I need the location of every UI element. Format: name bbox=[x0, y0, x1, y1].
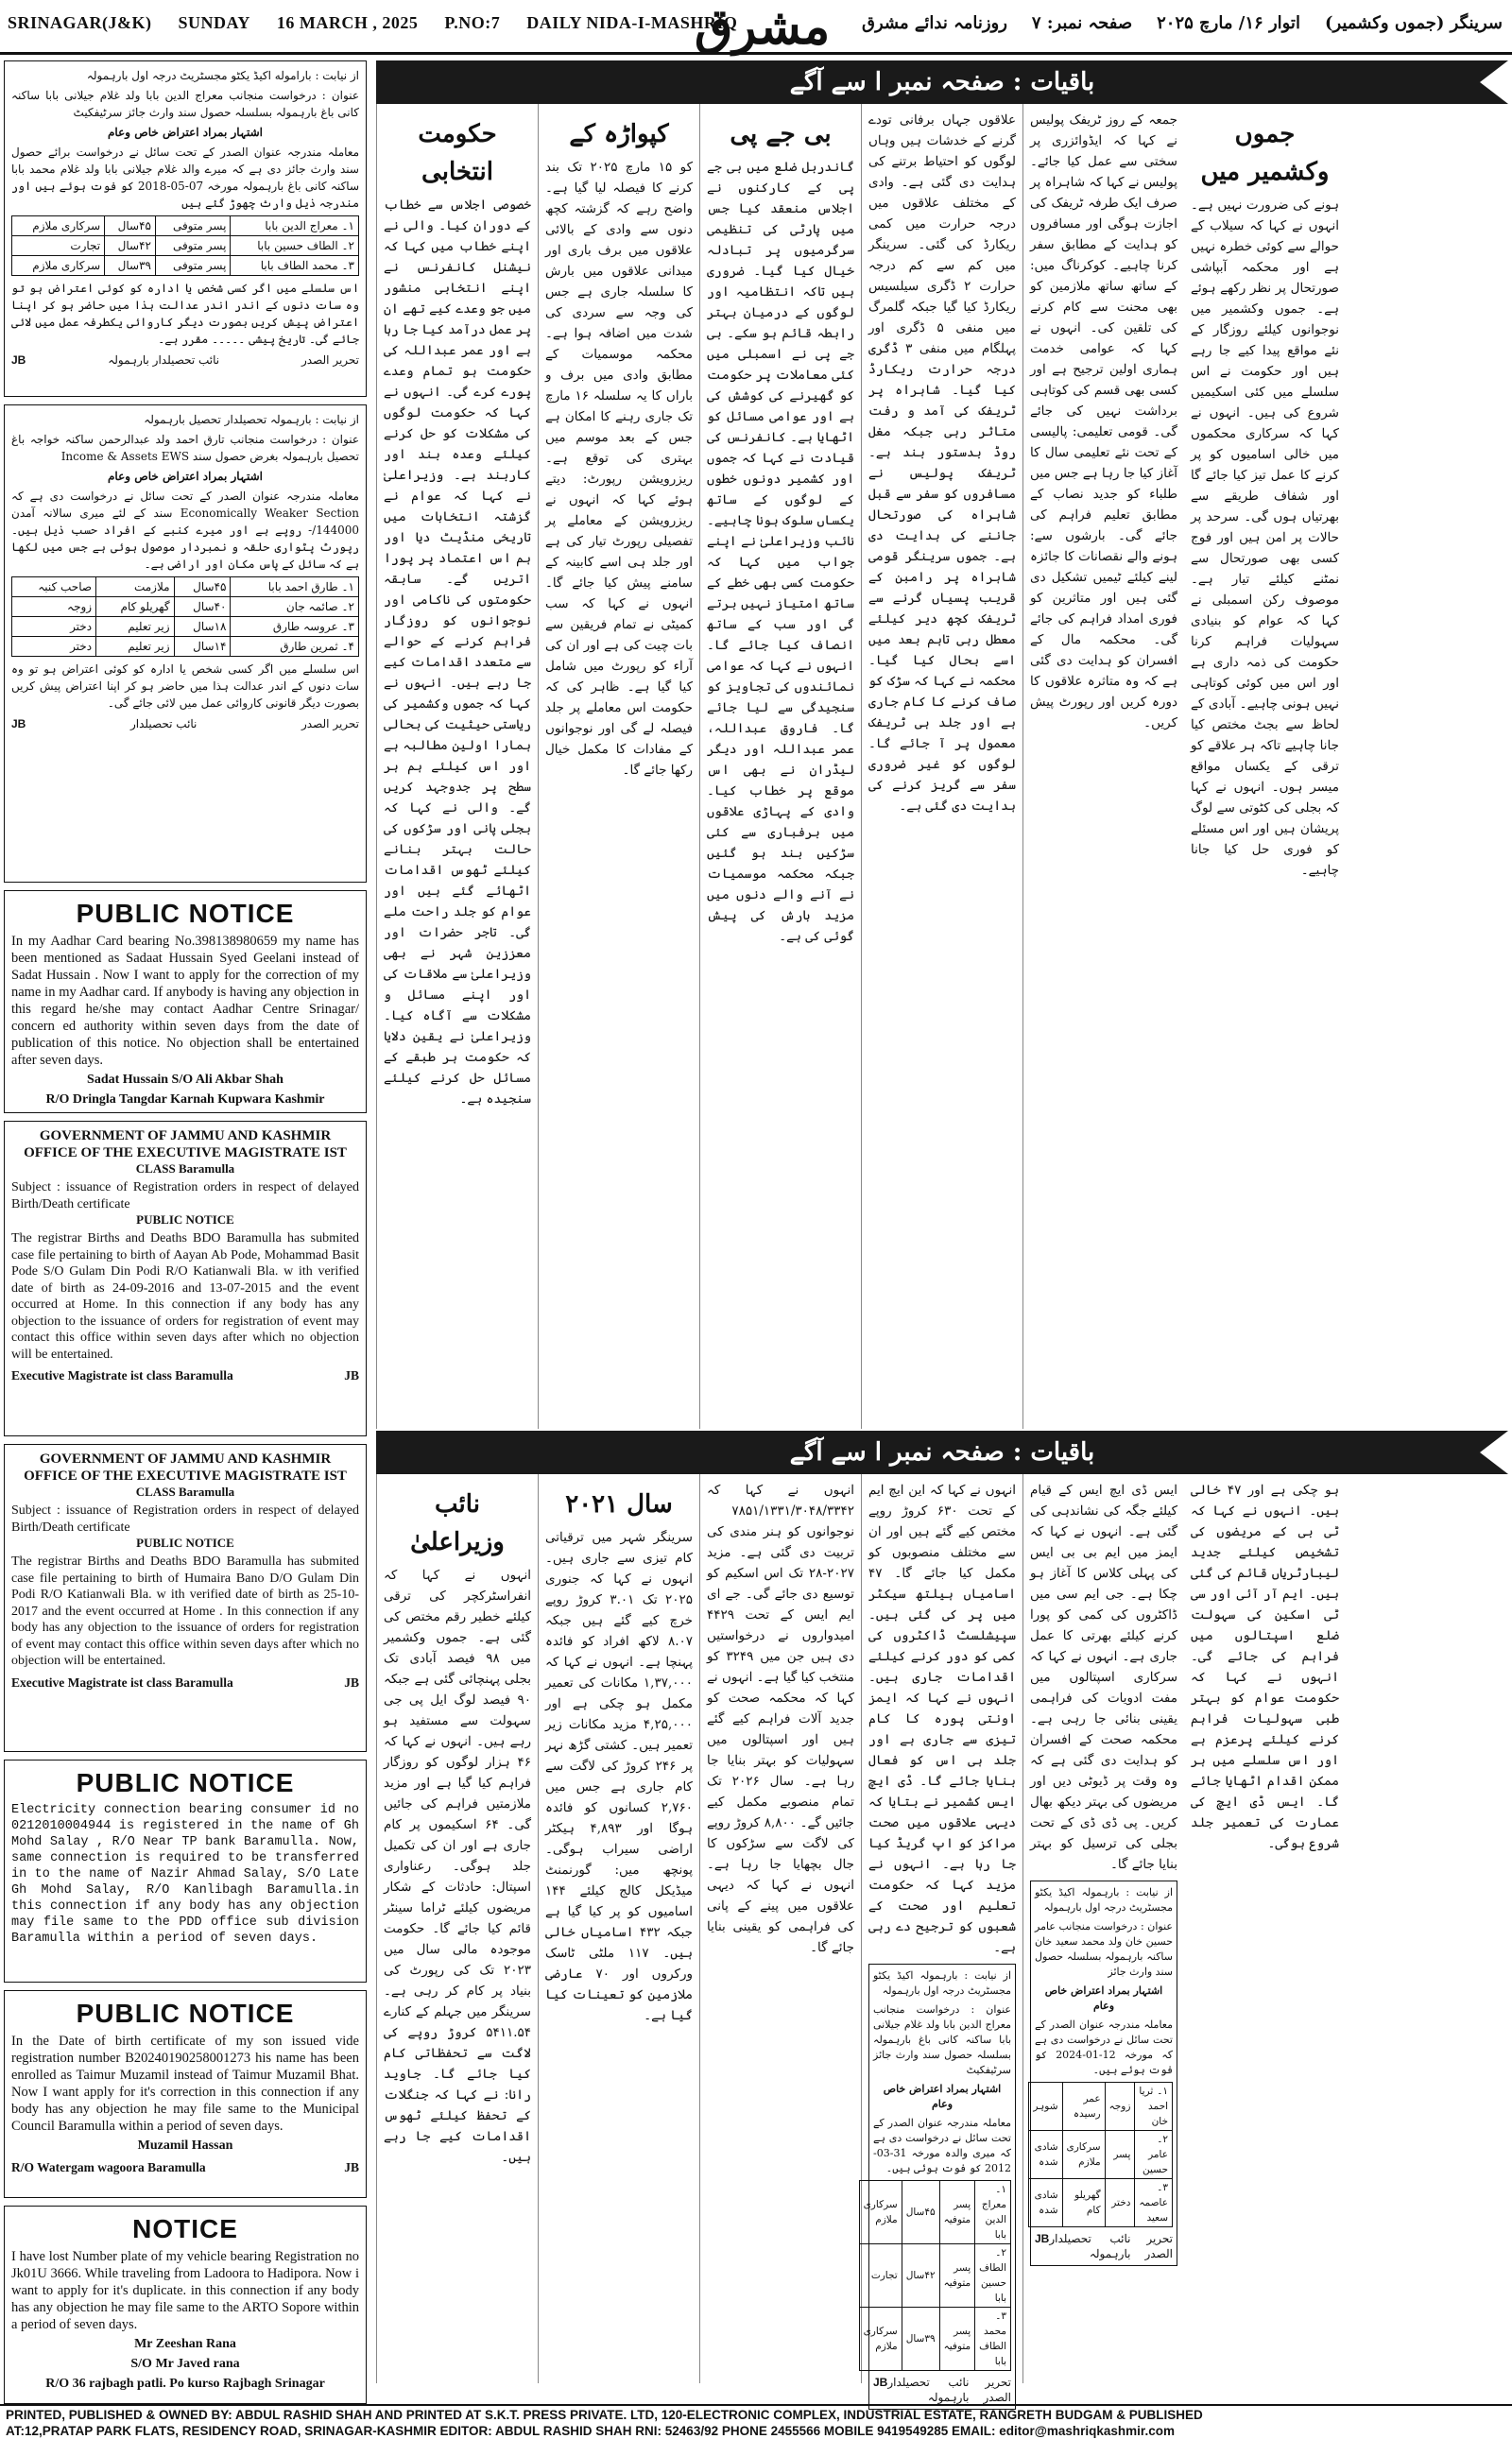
classifieds-column bbox=[4, 60, 367, 2402]
masthead bbox=[0, 0, 1512, 55]
notice-code: JB bbox=[344, 2160, 359, 2174]
column-text: خصوصی اجلاس سے خطاب کے دوران کیا۔ والی نے اپنے خطاب میں کہا کہ نیشنل کانفرنس نے اپنے انتخابی منشور میں جو وعدے کیے تھے ان پر عمل درآمد کیا جا رہا ہے اور عمر عبداللہ کی حکومت ہو تمام وعدے پورے کرے گی۔ انہوں نے کہا کہ حکومت لوگوں کی مشکلات کو حل کرنے کیلئے وعدہ بند اور کاربند ہے۔ وزیراعلیٰ نے کہا کہ عوام نے گزشتہ انتخابات میں تاریخی منڈیٹ دیا اور ہم اس اعتماد پر پورا اتریں گے۔ سابقہ حکومتوں کی ناکامی اور نوجوانوں کو روزگار فراہم کرنے کے حوالے سے متعدد اقدامات کیے جا رہے ہیں۔ انہوں نے کہا کہ جموں وکشمیر کی ریاستی حیثیت کی بحالی ہمارا اولین مطالبہ ہے اور اس کیلئے ہم ہر سطح پر جدوجہد کریں گے۔ والی نے کہا کہ بجلی پانی اور سڑکوں کی حالت بہتر بنانے کیلئے ٹھوس اقدامات اٹھائے گئے ہیں اور عوام کو جلد راحت ملے گی۔ تاجر حضرات اور معززین شہر نے بھی وزیراعلیٰ سے ملاقات کی اور اپنے مسائل و مشکلات سے آگاہ کیا۔ وزیراعلیٰ نے یقین دلایا کہ حکومت ہر طبقے کے مسائل حل کرنے کیلئے سنجیدہ ہے۔ bbox=[384, 198, 531, 1107]
notice-code: JB bbox=[344, 1675, 359, 1690]
heirs-table bbox=[859, 2180, 1011, 2371]
notice-signoff bbox=[11, 2160, 359, 2175]
notice-heading: اشتہار بمراد اعتراض خاص وعام bbox=[1044, 1984, 1163, 2012]
imprint-line-2: AT:12,PRATAP PARK FLATS, RESIDENCY ROAD, SRINAGAR-KASHMIR EDITOR: ABDUL RASHID SHAH RNI: 52463/92 PHONE 2455566 MOBILE 9419549285 EMAIL: editor@mashriqkashmir.com bbox=[6, 2424, 1175, 2438]
table-cell: ۴۰سال bbox=[174, 597, 231, 617]
table-cell: دختر bbox=[1105, 2179, 1135, 2227]
notice-signoff bbox=[873, 2375, 1011, 2405]
masthead-urdu bbox=[862, 13, 1503, 33]
masthead-page-no: P.NO:7 bbox=[444, 13, 501, 32]
section-banner-2 bbox=[376, 1431, 1508, 1474]
column-text: علاقوں جہاں برفانی تودے گرنے کے خدشات ہیں وہاں لوگوں کو احتیاط برتنے کی ہدایت دی گئی ہے۔ وادی کے مختلف علاقوں میں درجہ حرارت میں کمی ریکارڈ کی گئی۔ سرینگر میں کم سے کم درجہ حرارت ۲ ڈگری سیلسیس ریکارڈ کیا گیا جبکہ گلمرگ میں منفی ۵ ڈگری اور پہلگام میں منفی ۳ ڈگری درجہ حرارت ریکارڈ کیا گیا۔ شاہراہ پر ٹریفک کی آمد و رفت متاثر رہی جبکہ مغل روڈ بدستور بند ہے۔ ٹریفک پولیس نے مسافروں کو سفر سے قبل شاہراہ کی صورتحال جاننے کی ہدایت دی ہے۔ جموں سرینگر قومی شاہراہ پر رامبن کے قریب پسیاں گرنے سے ٹریفک کچھ دیر کیلئے معطل رہی تاہم بعد میں اسے بحال کیا گیا۔ محکمہ نے کہا کہ سڑک کو صاف کرنے کا کام جاری ہے اور جلد ہی ٹریفک معمول پر آ جائے گا۔ لوگوں کو غیر ضروری سفر سے گریز کرنے کی ہدایت دی گئی ہے۔ bbox=[868, 112, 1016, 814]
table-cell: تجارت bbox=[859, 2244, 902, 2308]
notice-code: JB bbox=[11, 353, 26, 367]
table-cell: سرکاری ملازم bbox=[859, 2181, 902, 2244]
column-text: کو ۱۵ مارچ ۲۰۲۵ تک بند کرنے کا فیصلہ لیا گیا ہے۔ واضح رہے کہ گزشتہ کچھ دنوں سے وادی کے بالائی علاقوں میں برف باری اور میدانی علاقوں میں بارش کا سلسلہ جاری ہے جس کی وجہ سے سردی کی شدت میں اضافہ ہوا ہے۔ محکمہ موسمیات کے مطابق وادی میں برف و باراں کا یہ سلسلہ ۱۶ مارچ تک جاری رہنے کا امکان ہے جس کے بعد موسم میں بہتری کی توقع ہے۔ ریزرویشن رپورٹ: دیتے ہوئے کہا کہ انہوں نے ریزرویشن کے معاملے پر تفصیلی رپورٹ تیار کی ہے اور جلد ہی اسے کابینہ کے سامنے پیش کیا جائے گا۔ انہوں نے کہا کہ سب کمیٹی نے تمام فریقین سے بات چیت کی ہے اور ان کی آراء کو رپورٹ میں شامل کیا گیا ہے۔ ظاہر کی کہ حکومت اس معاملے پر جلد فیصلہ لے گی اور نوجوانوں کے مفادات کا مکمل خیال رکھا جائے گا۔ bbox=[545, 160, 693, 778]
table-cell: پسر متوفیہ bbox=[939, 2181, 975, 2244]
gov-signoff bbox=[11, 1675, 359, 1691]
notice-line: معاملہ مندرجہ عنوان الصدر کے تحت سائل نے درخواست برائے حصول سند وارث جائز دی ہے کہ میرے والد غلام جیلانی بابا ولد غلام محمد بابا ساکنہ کانی باغ بارہمولہ مورخہ 07-05-2018 کو فوت ہوئے ہیں اور مندرجہ ذیل وارث چھوڑ گئے ہیں bbox=[11, 146, 359, 210]
table-cell: پسر متوفی bbox=[155, 216, 230, 236]
table-cell: پسر متوفیہ bbox=[939, 2308, 975, 2371]
notice-signoff bbox=[1035, 2231, 1173, 2261]
urdu-notice-heirship-2 bbox=[863, 1964, 1016, 2410]
notice-closing: اس سلسلے میں اگر کسی شخص یا ادارہ کو کوئی اعتراض ہو تو وہ سات دنوں کے اندر اندر عدالت ہذا میں حاضر ہو کر اپنا اعتراض پیش کریں بصورت دیگر کاروائی یکطرفہ عمل میں لائی جائے گی۔ تاریخ پیشی ۔۔۔۔۔ مقرر ہے۔ bbox=[11, 282, 359, 346]
notice-signature: Mr Zeeshan Rana bbox=[134, 2337, 236, 2351]
column-text: ایس ڈی ایچ ایس کے قیام کیلئے جگہ کی نشاندہی کی گئی ہے۔ انہوں نے کہا کہ ایمز میں ایم بی بی ایس کی پہلی کلاس کا آغاز ہو چکا ہے۔ جی ایم سی میں ڈاکٹروں کی کمی کو پورا کرنے کیلئے بھرتی کا عمل جاری ہے۔ انہوں نے کہا کہ سرکاری اسپتالوں میں مفت ادویات کی فراہمی یقینی بنائی جا رہی ہے۔ محکمہ صحت کے افسران کو ہدایت دی گئی ہے کہ وہ وقت پر ڈیوٹی دیں اور مریضوں کی بہتر دیکھ بھال کریں۔ پی ڈی ڈی کے تحت بجلی کی ترسیل کو بہتر بنایا جائے گا۔ bbox=[1030, 1483, 1177, 1872]
column-text: ہونے کی ضرورت نہیں ہے۔ انہوں نے کہا کہ سیلاب کے حوالے سے کوئی خطرہ نہیں ہے اور محکمہ آبپاشی صورتحال پر نظر رکھے ہوئے ہے۔ جموں وکشمیر میں نوجوانوں کیلئے روزگار کے نئے مواقع پیدا کیے جا رہے ہیں اور حکومت نے اس سلسلے میں کئی اسکیمیں شروع کی ہیں۔ انہوں نے کہا کہ سرکاری محکموں میں خالی اسامیوں کو پر کرنے کا عمل تیز کیا جائے گا اور شفاف طریقے سے بھرتیاں ہوں گی۔ سرحد پر حالات پر امن ہیں اور فوج کسی بھی صورتحال سے نمٹنے کیلئے تیار ہے۔ موصوف رکن اسمبلی نے کہا کہ عوام کو بنیادی سہولیات فراہم کرنا حکومت کی ذمہ داری ہے اور اس میں کوئی کوتاہی نہیں ہونی چاہیے۔ آبادی کے لحاظ سے بجٹ مختص کیا جانا چاہیے تاکہ ہر علاقے کو ترقی کے یکساں مواقع میسر ہوں۔ انہوں نے کہا کہ بجلی کی کٹوتی سے لوگ پریشان ہیں اور اس مسئلے کو فوری حل کیا جانا چاہیے۔ bbox=[1191, 198, 1339, 878]
notice-signoff bbox=[11, 352, 359, 369]
table-row bbox=[12, 256, 359, 276]
table-row bbox=[12, 577, 359, 597]
table-cell: پسر متوفی bbox=[155, 256, 230, 276]
table-row bbox=[1029, 2131, 1173, 2179]
table-cell: گھریلو کام bbox=[1062, 2179, 1105, 2227]
table-cell: زیر تعلیم bbox=[96, 637, 174, 657]
table-cell: ۴۵سال bbox=[105, 216, 156, 236]
notice-address: R/O Dringla Tangdar Karnah Kupwara Kashmir bbox=[45, 1092, 325, 1107]
table-cell: تجارت bbox=[12, 236, 105, 256]
table-cell: سرکاری ملازم bbox=[859, 2308, 902, 2371]
table-cell: ۲۔ عامر حسین bbox=[1135, 2131, 1173, 2179]
table-cell: شادی شدہ bbox=[1029, 2179, 1062, 2227]
table-cell: ۴۲سال bbox=[105, 236, 156, 256]
notice-line: عنوان : درخواست منجانب معراج الدین بابا ولد غلام جیلانی بابا ساکنہ کانی باغ بارہمولہ بسلسلہ حصول سند وارث جائز سرٹیفکیٹ bbox=[11, 89, 359, 119]
table-cell: ملازمت bbox=[96, 577, 174, 597]
table-cell: ۱۴سال bbox=[174, 637, 231, 657]
column-text: سرینگر شہر میں ترقیاتی کام تیزی سے جاری ہیں۔ انہوں نے کہا کہ جنوری ۲۰۲۵ تک ۳.۰۱ کروڑ روپے خرچ کیے گئے ہیں جبکہ ۸.۰۷ لاکھ افراد کو فائدہ پہنچا ہے۔ انہوں نے کہا کہ ۱,۳۷,۰۰۰ مکانات کی تعمیر مکمل ہو چکی ہے اور ۴,۲۵,۰۰۰ مزید مکانات زیر تعمیر ہیں۔ کشتی گڑھ نہر پر ۲۴۶ کروڑ کی لاگت سے کام جاری ہے جس میں ۲,۷۶۰ کسانوں کو فائدہ ہوگا اور ۴,۸۹۳ ہیکٹر اراضی سیراب ہوگی۔ پونچھ میں: گورنمنٹ میڈیکل کالج کیلئے ۱۴۴ اسامیوں کو پر کیا گیا ہے جبکہ ۴۳۲ اسامیاں خالی ہیں۔ ۱۱۷ ملٹی ٹاسک ورکروں اور ۷۰ عارضی ملازمین کو تعینات کیا گیا ہے۔ bbox=[545, 1530, 693, 2023]
table-cell: زیر تعلیم bbox=[96, 617, 174, 637]
masthead-place: SRINAGAR(J&K) bbox=[8, 13, 152, 32]
table-cell: گھریلو کام bbox=[96, 597, 174, 617]
notice-signature: Muzamil Hassan bbox=[137, 2138, 233, 2153]
gov-signatory: Executive Magistrate ist class Baramulla bbox=[11, 1675, 233, 1690]
notice-body: In the Date of birth certificate of my son issued vide registration number B20240190258001273 his name has been enrolled as Taimur Muzamil instead of Taimur Muzamil Bhat. Now I want apply for it's correction in this connection if any body has any objection he may file same to the Municipal Council Baramulla within a period of seven days. bbox=[11, 2034, 359, 2134]
sign-left: نائب تحصیلدار بارہمولہ bbox=[1049, 2232, 1131, 2260]
notice-line: معاملہ مندرجہ عنوان الصدر کے تحت سائل نے درخواست دی ہے کہ Economically Weaker Section سند کے لئے میری سالانہ آمدن 144000/- روپے ہے اور میرے کنبے کے افراد حسب ذیل ہیں۔ رپورٹ پٹواری حلقہ و نمبردار موصول ہوئی ہے جس میں لکھا ہے کہ سائل کے پاس مکان اور اراضی ہے۔ bbox=[11, 490, 359, 571]
table-row bbox=[12, 617, 359, 637]
notice-line: معاملہ مندرجہ عنوان الصدر کے تحت سائل نے درخواست دی ہے کہ مورخہ 12-01-2024 کو فوت ہوئے ہیں۔ bbox=[1035, 2018, 1174, 2076]
notice-body: In my Aadhar Card bearing No.398138980659 my name has been mentioned as Sadaat Hussain Syed Geelani instead of Sadat Hussain . Now I want to apply for the correction of my name in my Aadhar card. If anybody is having any objection in this regard he/she may contact Aadhar Centre Srinagar/ concern ed authority within seven days from the date of publication of this notice. No objection shall be entertained after seven days. bbox=[11, 934, 359, 1068]
news-columns-1 bbox=[376, 104, 1508, 1429]
notice-title: NOTICE bbox=[132, 2214, 238, 2243]
gov-class: CLASS Baramulla bbox=[135, 1485, 235, 1499]
table-cell: ۳۔ عاصمہ سعید bbox=[1135, 2179, 1173, 2227]
table-cell: شادی شدہ bbox=[1029, 2131, 1062, 2179]
news-column bbox=[699, 1474, 861, 2383]
news-column bbox=[376, 1474, 538, 2383]
printer-imprint bbox=[0, 2404, 1512, 2438]
sign-right: تحریر الصدر bbox=[301, 717, 359, 730]
notice-closing: اس سلسلے میں اگر کسی شخص یا ادارہ کو کوئی اعتراض ہو تو وہ سات دنوں کے اندر عدالت ہذا میں حاضر ہو کر اپنا اعتراض پیش کریں بصورت دیگر قانونی کاروائی عمل میں لائی جائے گی۔ bbox=[11, 662, 359, 710]
table-cell: ۲۔ الطاف حسین بابا bbox=[975, 2244, 1011, 2308]
gov-body: The registrar Births and Deaths BDO Baramulla has submited case file pertaining to birth of Humaira Bano D/O Gulam Din Podi R/O Katianwali Bla. w ith verified date of birth as 25-10-2017 and the event occurred at Home . In this connection if any body has any objection to the issuance of orders for registration of event may contact this office within seven days after which no objection will be entertained. bbox=[11, 1554, 359, 1668]
table-cell: سرکاری ملازم bbox=[1062, 2131, 1105, 2179]
news-column bbox=[861, 1474, 1022, 2404]
table-cell: دختر bbox=[12, 617, 96, 637]
family-table bbox=[11, 576, 359, 657]
notice-address: R/O 36 rajbagh patli. Po kurso Rajbagh Srinagar bbox=[45, 2377, 325, 2391]
column-text: انہوں نے کہا کہ انفراسٹرکچر کی ترقی کیلئے خطیر رقم مختص کی گئی ہے۔ جموں وکشمیر میں ۹۸ فیصد آبادی تک بجلی پہنچائی گئی ہے جبکہ ۹۰ فیصد لوگ ایل پی جی سہولت سے مستفید ہو رہے ہیں۔ انہوں نے کہا کہ ۴۶ ہزار لوگوں کو روزگار فراہم کیا گیا ہے اور مزید ملازمتیں فراہم کی جائیں گی۔ ۶۴ اسکیموں پر کام جاری ہے اور ان کی تکمیل جلد ہوگی۔ رعناواری اسپتال: حادثات کے شکار مریضوں کیلئے ٹراما سینٹر قائم کیا جائے گا۔ حکومت موجودہ مالی سال میں ۲۰۲۳ تک کی رپورٹ کی بنیاد پر کام کر رہی ہے۔ سرینگر میں جہلم کے کنارے ۵۴۱۱.۵۴ کروڑ روپے کی لاگت سے تحفظاتی کام کیا جائے گا۔ جاوید رانا: نے کہا کہ جنگلات کے تحفظ کیلئے ٹھوس اقدامات کیے جا رہے ہیں۔ bbox=[384, 1568, 531, 2165]
news-column bbox=[861, 104, 1022, 1429]
table-cell: ۲۔ الطاف حسین بابا bbox=[231, 236, 359, 256]
public-notice-birth-correction bbox=[4, 1990, 367, 2198]
table-cell: سرکاری ملازم bbox=[12, 216, 105, 236]
masthead-urdu-page: صفحہ نمبر: ۷ bbox=[1031, 13, 1133, 33]
gov-class: CLASS Baramulla bbox=[135, 1161, 235, 1176]
column-headline: حکومت انتخابی bbox=[418, 120, 497, 186]
notice-line: از نیابت : بارہمولہ تحصیلدار تحصیل بارہمولہ bbox=[144, 413, 359, 426]
table-cell: ۱۸سال bbox=[174, 617, 231, 637]
gov-notice-birth-2 bbox=[4, 1444, 367, 1752]
table-cell: پسر متوفیہ bbox=[939, 2244, 975, 2308]
masthead-date: 16 MARCH , 2025 bbox=[276, 13, 419, 32]
public-notice-aadhar bbox=[4, 890, 367, 1113]
table-row bbox=[859, 2308, 1010, 2371]
table-row bbox=[1029, 2179, 1173, 2227]
table-cell: عمر رسیدہ bbox=[1062, 2083, 1105, 2131]
section-banner-1 bbox=[376, 60, 1508, 104]
column-text: انہوں نے کہا کہ ۷۸۵۱/۱۳۳۱/۳۰۴۸/۳۳۴۲ نوجوانوں کو ہنر مندی کی تربیت دی گئی ہے۔ مزید ۲۰۲۷-۲۸ تک اس اسکیم کو توسیع دی جائے گی۔ جے ای ایم ایس کے تحت ۴۴۲۹ امیدواروں نے درخواستیں دی ہیں جن میں ۳۲۴۹ کو منتخب کیا گیا ہے۔ انہوں نے کہا کہ محکمہ صحت کو جدید آلات فراہم کیے گئے ہیں اور اسپتالوں میں سہولیات کو بہتر بنایا جا رہا ہے۔ سال ۲۰۲۶ تک تمام منصوبے مکمل کیے جائیں گے۔ ۸,۸۰۰ کروڑ روپے کی لاگت سے سڑکوں کا جال بچھایا جا رہا ہے۔ انہوں نے کہا کہ دیہی علاقوں میں پینے کے پانی کی فراہمی کو یقینی بنایا جائے گا۔ bbox=[707, 1483, 854, 1955]
urdu-notice-ews bbox=[4, 404, 367, 883]
gov-body: The registrar Births and Deaths BDO Baramulla has submited case file pertaining to birth of Aayan Ab Pode, Mohammad Basit Pode S/O Gulam Din Podi R/O Katianwali Bla. w ith verified date of birth as 24-09-2016 and 13-07-2015 and the event occurred at Home. In this connection if any body has any objection to the issuance of orders for registration of event may contact this office within seven days after which no objection will be entertained. bbox=[11, 1231, 359, 1362]
table-cell: ۴۵سال bbox=[902, 2181, 939, 2244]
table-cell: پسر متوفی bbox=[155, 236, 230, 256]
notice-signature: Sadat Hussain S/O Ali Akbar Shah bbox=[87, 1073, 284, 1087]
table-row bbox=[12, 597, 359, 617]
table-cell: ۴۔ ثمرین طارق bbox=[231, 637, 359, 657]
notice-title: PUBLIC NOTICE bbox=[76, 1999, 295, 2028]
sign-left: نائب تحصیلدار بارہمولہ bbox=[108, 353, 220, 367]
table-cell: ۳۔ عروسہ طارق bbox=[231, 617, 359, 637]
table-cell: ۱۔ معراج الدین بابا bbox=[231, 216, 359, 236]
gov-pn-label: PUBLIC NOTICE bbox=[136, 1212, 234, 1227]
column-text: ہو چکی ہے اور ۴۷ خالی ہیں۔ انہوں نے کہا کہ ٹی بی کے مریضوں کی تشخیص کیلئے جدید لیبارٹریاں قائم کی گئی ہیں۔ ایم آر آئی اور سی ٹی اسکین کی سہولت ضلع اسپتالوں میں فراہم کی جائے گی۔ انہوں نے کہا کہ حکومت عوام کو بہتر طبی سہولیات فراہم کرنے کیلئے پرعزم ہے اور اس سلسلے میں ہر ممکن اقدام اٹھایا جائے گا۔ ایس ڈی ایچ کی عمارت کی تعمیر جلد شروع ہوگی۔ bbox=[1191, 1483, 1339, 1851]
masthead-paper: DAILY NIDA-I-MASHRIQ bbox=[526, 13, 738, 32]
notice-code: JB bbox=[11, 717, 26, 730]
gov-subject: Subject : issuance of Registration orders in respect of delayed Birth/Death certificate bbox=[11, 1503, 359, 1535]
masthead-urdu-day: اتوار ۱۶/ مارچ ۲۰۲۵ bbox=[1157, 13, 1300, 33]
notice-title: PUBLIC NOTICE bbox=[76, 899, 295, 928]
gov-pn-label: PUBLIC NOTICE bbox=[136, 1536, 234, 1550]
notice-line: معاملہ مندرجہ عنوان الصدر کے تحت سائل نے درخواست دی ہے کہ میری والدہ مورخہ 31-03-2012 کو فوت ہوئی ہیں۔ bbox=[873, 2117, 1011, 2174]
main-news-area bbox=[376, 60, 1508, 2402]
notice-line: عنوان : درخواست منجانب تارق احمد ولد عبدالرحمن ساکنہ خواجہ باغ تحصیل بارہمولہ بغرض حصول سند Income & Assets EWS bbox=[11, 433, 359, 463]
table-cell: ۲۔ صائمہ جان bbox=[231, 597, 359, 617]
masthead-urdu-paper: روزنامہ ندائے مشرق bbox=[862, 13, 1007, 33]
gov-notice-birth-1 bbox=[4, 1121, 367, 1436]
column-text: انہوں نے کہا کہ این ایچ ایم کے تحت ۶۳۰ کروڑ روپے مختص کیے گئے ہیں اور ان سے مختلف منصوبوں کو مکمل کیا جائے گا۔ ۴۷ اسامیاں ہیلتھ سیکٹر میں پر کی گئی ہیں۔ سپیشلسٹ ڈاکٹروں کی کمی کو دور کرنے کیلئے اقدامات جاری ہیں۔ انہوں نے کہا کہ ایمز اونتی پورہ کا کام تیزی سے جاری ہے اور جلد ہی اس کو فعال بنایا جائے گا۔ ڈی ایچ ایس کشمیر نے بتایا کہ دیہی علاقوں میں صحت مراکز کو اپ گریڈ کیا جا رہا ہے۔ انہوں نے مزید کہا کہ حکومت تعلیم اور صحت کے شعبوں کو ترجیح دے رہی ہے۔ bbox=[868, 1483, 1016, 1955]
table-cell: زوجہ bbox=[1105, 2083, 1135, 2131]
notice-line: عنوان : درخواست منجانب معراج الدین بابا ولد غلام جیلانی بابا ساکنہ کانی باغ بارہمولہ بسلسلہ حصول سند وارث جائز سرٹیفکیٹ bbox=[873, 2003, 1011, 2076]
news-column bbox=[538, 1474, 699, 2383]
banner-arrow-icon bbox=[1470, 1431, 1508, 1474]
heirs-table bbox=[1028, 2082, 1173, 2227]
notice-heading: اشتہار بمراد اعتراض خاص وعام bbox=[108, 470, 263, 483]
news-column bbox=[376, 104, 538, 1429]
sign-right: تحریر الصدر bbox=[301, 353, 359, 367]
gov-signatory: Executive Magistrate ist class Baramulla bbox=[11, 1368, 233, 1383]
news-column bbox=[1022, 1474, 1184, 2383]
sign-left: نائب تحصیلدار بارہمولہ bbox=[887, 2376, 970, 2404]
masthead-urdu-place: سرینگر (جموں وکشمیر) bbox=[1324, 13, 1503, 33]
column-text: جمعہ کے روز ٹریفک پولیس نے کہا کہ ایڈوائزری پر سختی سے عمل کیا جائے۔ پولیس نے کہا کہ شاہراہ پر صرف ایک طرفہ ٹریفک کی اجازت ہوگی اور مسافروں کو ہدایت کے مطابق سفر کرنا چاہیے۔ کوکرناگ میں: کے ساتھ ساتھ ملازمین کو بھی محنت سے کام کرنے کی تلقین کی۔ انہوں نے کہا کہ عوامی خدمت ہماری اولین ترجیح ہے اور کسی بھی قسم کی کوتاہی برداشت نہیں کی جائے گی۔ قومی تعلیمی: پالیسی کے تحت نئے تعلیمی سال کا آغاز کیا جا رہا ہے جس میں طلباء کو جدید نصاب کے مطابق تعلیم فراہم کی جائے گی۔ بارشوں سے: ہونے والے نقصانات کا جائزہ لینے کیلئے ٹیمیں تشکیل دی گئی ہیں اور متاثرین کو فوری امداد فراہم کی جائے گی۔ محکمہ مال کے افسران کو ہدایت دی گئی ہے کہ وہ متاثرہ علاقوں کا دورہ کریں اور رپورٹ پیش کریں۔ bbox=[1030, 112, 1177, 730]
notice-code: JB bbox=[344, 1368, 359, 1383]
notice-code: JB bbox=[873, 2376, 888, 2389]
column-headline: کپواڑہ کے bbox=[569, 120, 669, 148]
table-row bbox=[12, 216, 359, 236]
gov-heading: GOVERNMENT OF JAMMU AND KASHMIR bbox=[39, 1451, 332, 1467]
column-text: گاندربل ضلع میں بی جے پی کے کارکنوں نے اجلاس منعقد کیا جس میں پارٹی کی تنظیمی سرگرمیوں پر تبادلہ خیال کیا گیا۔ ضروری ہیں تاکہ انتظامیہ اور لوگوں کے درمیان بہتر رابطہ قائم ہو سکے۔ بی جے پی نے اسمبلی میں کئی معاملات پر حکومت کو گھیرنے کی کوشش کی ہے اور عوامی مسائل کو اٹھایا ہے۔ کانفرنس کی قیادت نے کہا کہ جموں اور کشمیر دونوں خطوں کے لوگوں کے ساتھ یکساں سلوک ہونا چاہیے۔ نائب وزیراعلیٰ نے اپنے جواب میں کہا کہ حکومت کسی بھی خطے کے ساتھ امتیاز نہیں برتے گی اور سب کے ساتھ انصاف کیا جائے گا۔ انہوں نے کہا کہ عوامی نمائندوں کی تجاویز کو سنجیدگی سے لیا جائے گا۔ فاروق عبداللہ، عمر عبداللہ اور دیگر لیڈران نے بھی اس موقع پر خطاب کیا۔ وادی کے پہاڑی علاقوں میں برفباری سے کئی سڑکیں بند ہو گئیں جبکہ محکمہ موسمیات نے آنے والے دنوں میں مزید بارش کی پیش گوئی کی ہے۔ bbox=[707, 160, 854, 944]
sign-left: نائب تحصیلدار bbox=[129, 717, 198, 730]
news-column bbox=[1184, 1474, 1346, 2383]
table-cell: ۱۔ معراج الدین بابا bbox=[975, 2181, 1011, 2244]
masthead-day: SUNDAY bbox=[178, 13, 250, 32]
table-cell: ۳۹سال bbox=[105, 256, 156, 276]
masthead-english bbox=[8, 13, 737, 33]
notice-heading: اشتہار بمراد اعتراض خاص وعام bbox=[108, 126, 263, 139]
public-notice-electricity bbox=[4, 1760, 367, 1983]
gov-office: OFFICE OF THE EXECUTIVE MAGISTRATE IST bbox=[24, 1469, 347, 1484]
notice-line: عنوان : درخواست منجانب عامر حسین خان ولد محمد سعید خان ساکنہ بارہمولہ بسلسلہ حصول سند وارث جائز bbox=[1035, 1920, 1173, 1978]
sign-right: تحریر الصدر bbox=[983, 2376, 1011, 2404]
news-column bbox=[1022, 104, 1184, 1429]
gov-subject: Subject : issuance of Registration orders in respect of delayed Birth/Death certificate bbox=[11, 1180, 359, 1211]
column-headline: بی جے پی bbox=[730, 120, 832, 148]
table-row bbox=[859, 2181, 1010, 2244]
table-cell: ۳۹سال bbox=[902, 2308, 939, 2371]
column-headline: جموں وکشمیر میں bbox=[1200, 120, 1330, 186]
urdu-notice-heirship bbox=[4, 60, 367, 397]
table-cell: ۴۲سال bbox=[902, 2244, 939, 2308]
notice-title: PUBLIC NOTICE bbox=[76, 1768, 295, 1797]
heirs-table bbox=[11, 215, 359, 276]
notice-line: از نیابت : بارہمولہ اکیڈ یکٹو مجسٹریٹ درجہ اول بارہمولہ bbox=[873, 1969, 1011, 1997]
banner-title: باقیات : صفحہ نمبر ا سے آگے bbox=[789, 1438, 1095, 1467]
table-cell: ۳۔ محمد الطاف بابا bbox=[975, 2308, 1011, 2371]
table-row bbox=[12, 637, 359, 657]
gov-signoff bbox=[11, 1368, 359, 1383]
column-headline: نائب وزیراعلیٰ bbox=[410, 1490, 505, 1556]
table-cell: ۱۔ طارق احمد بابا bbox=[231, 577, 359, 597]
banner-title: باقیات : صفحہ نمبر ا سے آگے bbox=[789, 68, 1095, 96]
banner-arrow-icon bbox=[1470, 60, 1508, 104]
table-cell: ۴۵سال bbox=[174, 577, 231, 597]
newspaper-logo: مشرق bbox=[695, 0, 831, 56]
table-row bbox=[12, 236, 359, 256]
imprint-line-1: PRINTED, PUBLISHED & OWNED BY: ABDUL RASHID SHAH AND PRINTED AT S.K.T. PRESS PRIVATE. LTD, 120-ELECTRONIC COMPLEX, INDUSTRIAL ESTATE, RANGRETH BUDGAM & PUBLISHED bbox=[6, 2408, 1203, 2422]
news-column bbox=[1184, 104, 1346, 1429]
notice-vehicle-plate bbox=[4, 2206, 367, 2404]
gov-heading: GOVERNMENT OF JAMMU AND KASHMIR bbox=[39, 1128, 332, 1143]
gov-office: OFFICE OF THE EXECUTIVE MAGISTRATE IST bbox=[24, 1145, 347, 1160]
table-row bbox=[1029, 2083, 1173, 2131]
column-headline: سال ۲۰۲۱ bbox=[565, 1490, 673, 1519]
notice-parentage: S/O Mr Javed rana bbox=[130, 2357, 240, 2371]
notice-heading: اشتہار بمراد اعتراض خاص وعام bbox=[883, 2083, 1002, 2110]
notice-line: از نیابت : باراموله اکیڈ یکٹو مجسٹریٹ درجہ اول بارہمولہ bbox=[86, 69, 359, 82]
notice-signoff bbox=[11, 715, 359, 732]
table-cell: ۱۔ ثریا احمد خان bbox=[1135, 2083, 1173, 2131]
news-column bbox=[699, 104, 861, 1429]
notice-line: از نیابت : بارہمولہ اکیڈ یکٹو مجسٹریٹ درجہ اول بارہمولہ bbox=[1035, 1886, 1173, 1914]
notice-address: R/O Watergam wagoora Baramulla bbox=[11, 2160, 206, 2174]
sign-right: تحریر الصدر bbox=[1144, 2232, 1173, 2260]
table-cell: پسر bbox=[1105, 2131, 1135, 2179]
table-cell: زوجہ bbox=[12, 597, 96, 617]
table-cell: صاحب کنبہ bbox=[12, 577, 96, 597]
table-cell: دختر bbox=[12, 637, 96, 657]
table-cell: ۳۔ محمد الطاف بابا bbox=[231, 256, 359, 276]
table-cell: سرکاری ملازم bbox=[12, 256, 105, 276]
notice-code: JB bbox=[1035, 2232, 1050, 2245]
news-column bbox=[538, 104, 699, 1429]
table-row bbox=[859, 2244, 1010, 2308]
notice-body: I have lost Number plate of my vehicle bearing Registration no Jk01U 3666. While traveling from Ladoora to Hadipora. Now i want to apply for it's duplicate. in this connection if any body has any objection he may file same to the ARTO Sopore within a period of seven days. bbox=[11, 2249, 359, 2332]
urdu-notice-heirship-3 bbox=[1030, 1881, 1177, 2266]
news-columns-2 bbox=[376, 1474, 1508, 2404]
table-cell: شوہر bbox=[1029, 2083, 1062, 2131]
notice-body: Electricity connection bearing consumer id no 0212010004944 is registered in the name of Gh Mohd Salay , R/O Near TP bank Baramulla. Now, same connection is required to be transferred in to the name of Nazir Ahmad Salay, S/O Late Gh Mohd Salay, R/O Kanlibagh Baramulla.in this connection if any body has any objection may file same to the PDD office sub division Baramulla within a period of seven days. bbox=[11, 1803, 359, 1946]
